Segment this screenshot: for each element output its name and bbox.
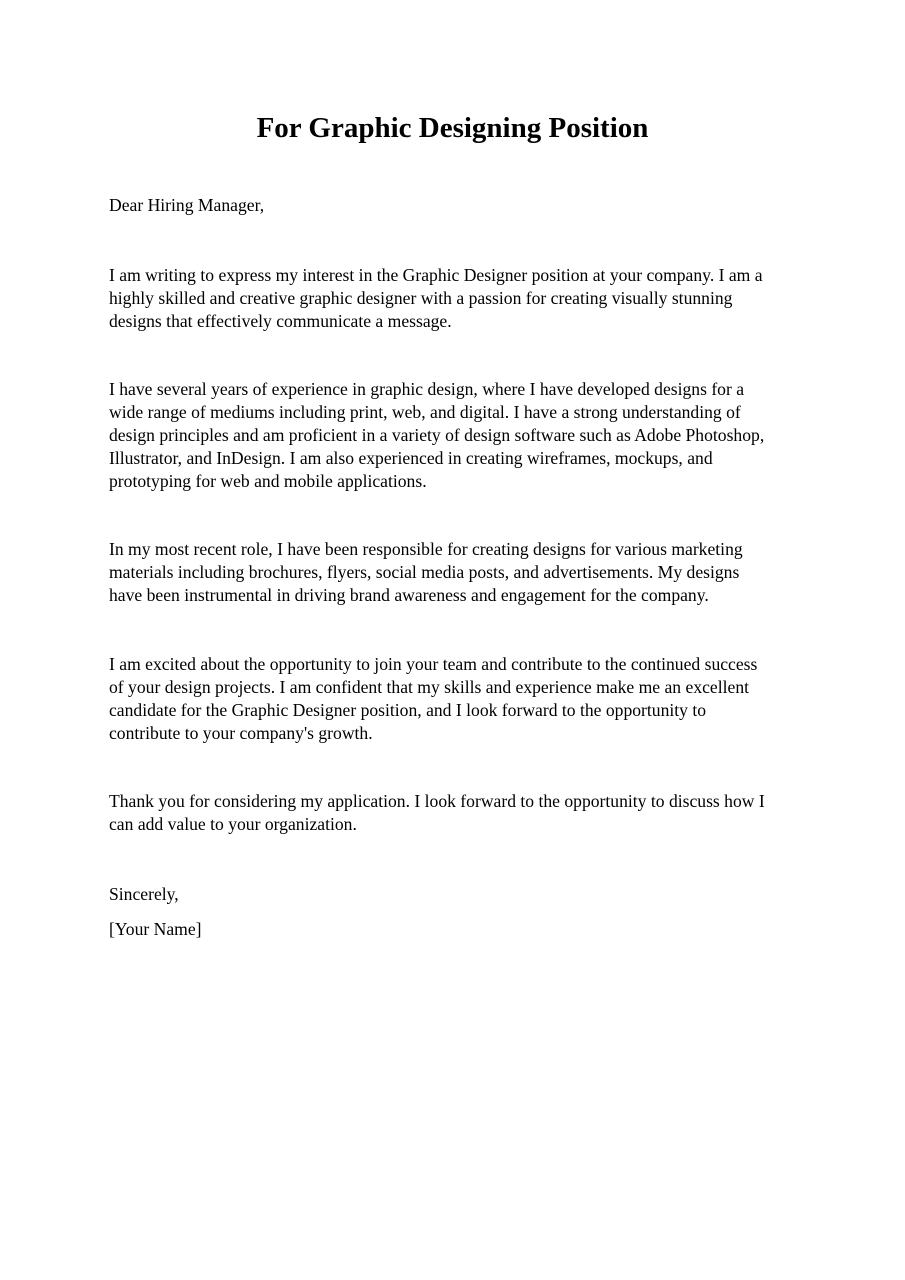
paragraph-line: highly skilled and creative graphic designer with a passion for creating visually stunning xyxy=(109,288,733,308)
paragraph-line: candidate for the Graphic Designer position, and I look forward to the opportunity to xyxy=(109,700,707,720)
paragraph-line: of your design projects. I am confident that my skills and experience make me an excellent xyxy=(109,677,749,697)
paragraph-line: I am writing to express my interest in the Graphic Designer position at your company. I am a xyxy=(109,265,763,285)
page-title: For Graphic Designing Position xyxy=(256,112,649,144)
paragraph-experience xyxy=(109,378,809,493)
paragraph-line: In my most recent role, I have been responsible for creating designs for various marketing xyxy=(109,539,743,559)
paragraph-intro xyxy=(109,264,809,333)
paragraph-line: designs that effectively communicate a message. xyxy=(109,311,452,331)
paragraph-line: design principles and am proficient in a variety of design software such as Adobe Photoshop, xyxy=(109,425,765,445)
signature: [Your Name] xyxy=(109,919,202,939)
paragraph-line: I am excited about the opportunity to join your team and contribute to the continued success xyxy=(109,654,758,674)
paragraph-opportunity xyxy=(109,653,809,745)
paragraph-thanks xyxy=(109,790,809,836)
paragraph-line: can add value to your organization. xyxy=(109,814,357,834)
paragraph-line: Illustrator, and InDesign. I am also experienced in creating wireframes, mockups, and xyxy=(109,448,713,468)
salutation: Dear Hiring Manager, xyxy=(109,195,265,215)
paragraph-line: wide range of mediums including print, web, and digital. I have a strong understanding of xyxy=(109,402,741,422)
closing: Sincerely, xyxy=(109,884,179,904)
paragraph-line: have been instrumental in driving brand awareness and engagement for the company. xyxy=(109,585,709,605)
paragraph-line: materials including brochures, flyers, social media posts, and advertisements. My designs xyxy=(109,562,740,582)
paragraph-line: I have several years of experience in graphic design, where I have developed designs for a xyxy=(109,379,745,399)
paragraph-line: prototyping for web and mobile applications. xyxy=(109,471,427,491)
paragraph-recent-role xyxy=(109,538,809,607)
paragraph-line: Thank you for considering my application. I look forward to the opportunity to discuss how I xyxy=(109,791,765,811)
paragraph-line: contribute to your company's growth. xyxy=(109,723,373,743)
